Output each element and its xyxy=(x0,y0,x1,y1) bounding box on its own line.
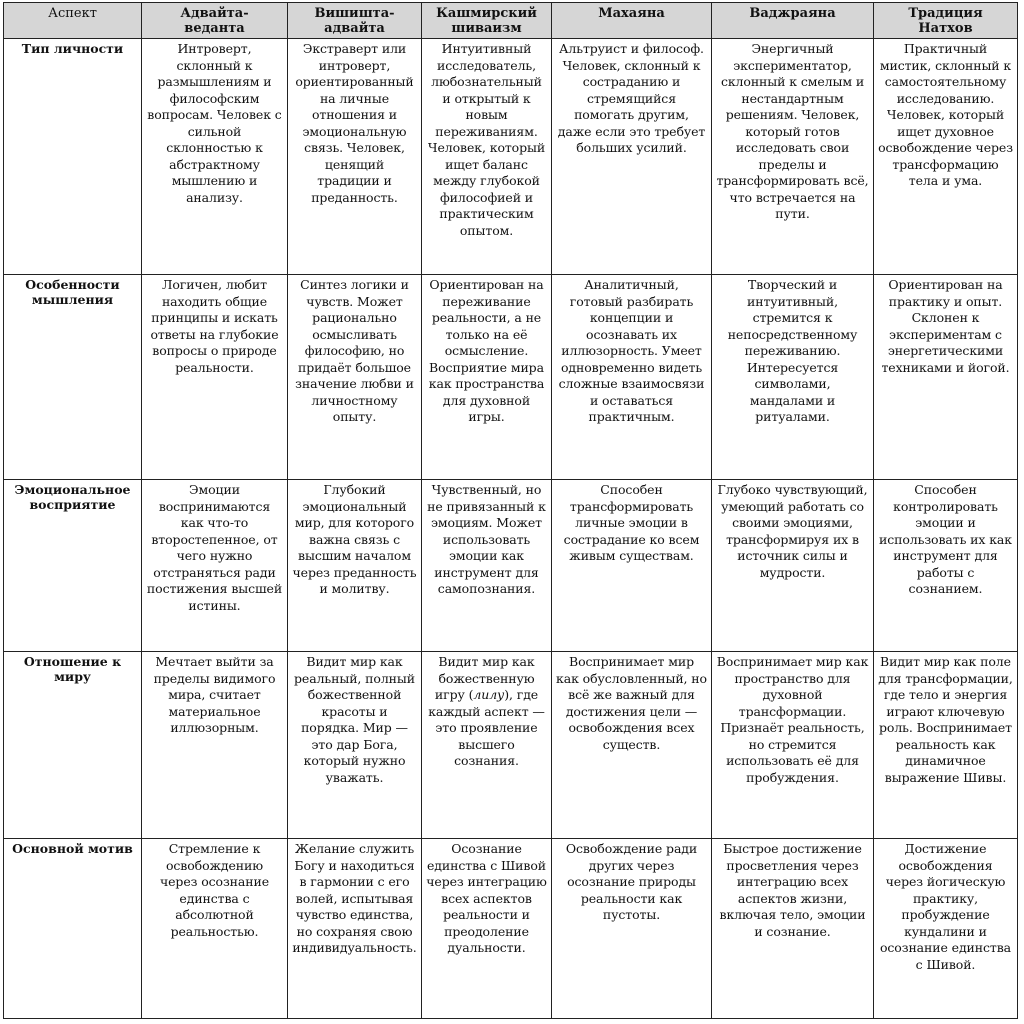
header-kashmir-shaivism: Кашмирский шиваизм xyxy=(422,3,552,39)
table-cell: Способен контролировать эмоции и использовать их как инструмент для работы с сознанием. xyxy=(874,480,1018,652)
cell-text: Видит мир как божественную игру ( xyxy=(434,654,535,702)
table-cell: Глубокий эмоциональный мир, для которого важна связь с высшим началом через преданность и молитву. xyxy=(288,480,422,652)
table-row xyxy=(4,652,1018,839)
table-cell: Воспринимает мир как обусловленный, но всё же важный для достижения цели — освобождения всех существ. xyxy=(552,652,712,839)
table-cell: Ориентирован на переживание реальности, а не только на её осмысление. Восприятие мира как пространства для духовной игры. xyxy=(422,275,552,480)
table-cell: Желание служить Богу и находиться в гармонии с его волей, испытывая чувство единства, но сохраняя свою индивидуальность. xyxy=(288,839,422,1019)
table-cell: Альтруист и философ. Человек, склонный к состраданию и стремящийся помогать другим, даже если это требует больших усилий. xyxy=(552,39,712,275)
table-cell: Творческий и интуитивный, стремится к непосредственному переживанию. Интересуется символами, мандалами и ритуалами. xyxy=(712,275,874,480)
row-label-emotional-perception: Эмоциональное восприятие xyxy=(4,480,142,652)
header-aspect: Аспект xyxy=(4,3,142,39)
table-row xyxy=(4,480,1018,652)
table-row xyxy=(4,275,1018,480)
row-label-attitude-to-world: Отношение к миру xyxy=(4,652,142,839)
table-row xyxy=(4,839,1018,1019)
header-vishishta-advaita: Вишишта- адвайта xyxy=(288,3,422,39)
table-cell: Синтез логики и чувств. Может рационально осмысливать философию, но придаёт большое значение любви и личностному опыту. xyxy=(288,275,422,480)
row-label-thinking-features: Особенности мышления xyxy=(4,275,142,480)
table-cell: Достижение освобождения через йогическую практику, пробуждение кундалини и осознание единства с Шивой. xyxy=(874,839,1018,1019)
header-vajrayana: Ваджраяна xyxy=(712,3,874,39)
table-cell: Практичный мистик, склонный к самостоятельному исследованию. Человек, который ищет духовное освобождение через трансформацию тела и ума. xyxy=(874,39,1018,275)
table-cell: Воспринимает мир как пространство для духовной трансформации. Признаёт реальность, но стремится использовать её для пробуждения. xyxy=(712,652,874,839)
table-cell: Видит мир как поле для трансформации, где тело и энергия играют ключевую роль. Воспринимает реальность как динамичное выражение Шивы. xyxy=(874,652,1018,839)
table-cell: Глубоко чувствующий, умеющий работать со своими эмоциями, трансформируя их в источник силы и мудрости. xyxy=(712,480,874,652)
table-cell: Энергичный экспериментатор, склонный к смелым и нестандартным решениям. Человек, который готов исследовать свои пределы и трансформировать всё, что встречается на пути. xyxy=(712,39,874,275)
table-cell: Осознание единства с Шивой через интеграцию всех аспектов реальности и преодоление дуальности. xyxy=(422,839,552,1019)
comparison-table xyxy=(3,2,1018,1019)
table-cell: Мечтает выйти за пределы видимого мира, считает материальное иллюзорным. xyxy=(142,652,288,839)
row-label-main-motive: Основной мотив xyxy=(4,839,142,1019)
table-cell xyxy=(422,652,552,839)
row-label-personality-type: Тип личности xyxy=(4,39,142,275)
table-cell: Освобождение ради других через осознание природы реальности как пустоты. xyxy=(552,839,712,1019)
header-nath-tradition: Традиция Натхов xyxy=(874,3,1018,39)
table-cell: Аналитичный, готовый разбирать концепции и осознавать их иллюзорность. Умеет одновременно видеть сложные взаимосвязи и оставаться практичным. xyxy=(552,275,712,480)
table-cell: Стремление к освобождению через осознание единства с абсолютной реальностью. xyxy=(142,839,288,1019)
table-cell: Чувственный, но не привязанный к эмоциям. Может использовать эмоции как инструмент для самопознания. xyxy=(422,480,552,652)
table-row xyxy=(4,39,1018,275)
lila-term: лилу xyxy=(473,687,505,702)
table-cell: Видит мир как реальный, полный божественной красоты и порядка. Мир — это дар Бога, который нужно уважать. xyxy=(288,652,422,839)
table-cell: Логичен, любит находить общие принципы и искать ответы на глубокие вопросы о природе реальности. xyxy=(142,275,288,480)
header-row xyxy=(4,3,1018,39)
table-cell: Интроверт, склонный к размышлениям и философским вопросам. Человек с сильной склонностью к абстрактному мышлению и анализу. xyxy=(142,39,288,275)
table-cell: Способен трансформировать личные эмоции в сострадание ко всем живым существам. xyxy=(552,480,712,652)
cell-text-tail: ), где каждый аспект — это проявление высшего сознания. xyxy=(428,687,545,768)
table-cell: Эмоции воспринимаются как что-то второстепенное, от чего нужно отстраняться ради постижения высшей истины. xyxy=(142,480,288,652)
table-cell: Интуитивный исследователь, любознательный и открытый к новым переживаниям. Человек, который ищет баланс между глубокой философией и практическим опытом. xyxy=(422,39,552,275)
table-cell: Ориентирован на практику и опыт. Склонен к экспериментам с энергетическими техниками и йогой. xyxy=(874,275,1018,480)
table-cell: Экстраверт или интроверт, ориентированный на личные отношения и эмоциональную связь. Человек, ценящий традиции и преданность. xyxy=(288,39,422,275)
table-cell: Быстрое достижение просветления через интеграцию всех аспектов жизни, включая тело, эмоции и сознание. xyxy=(712,839,874,1019)
header-mahayana: Махаяна xyxy=(552,3,712,39)
header-advaita-vedanta: Адвайта- веданта xyxy=(142,3,288,39)
